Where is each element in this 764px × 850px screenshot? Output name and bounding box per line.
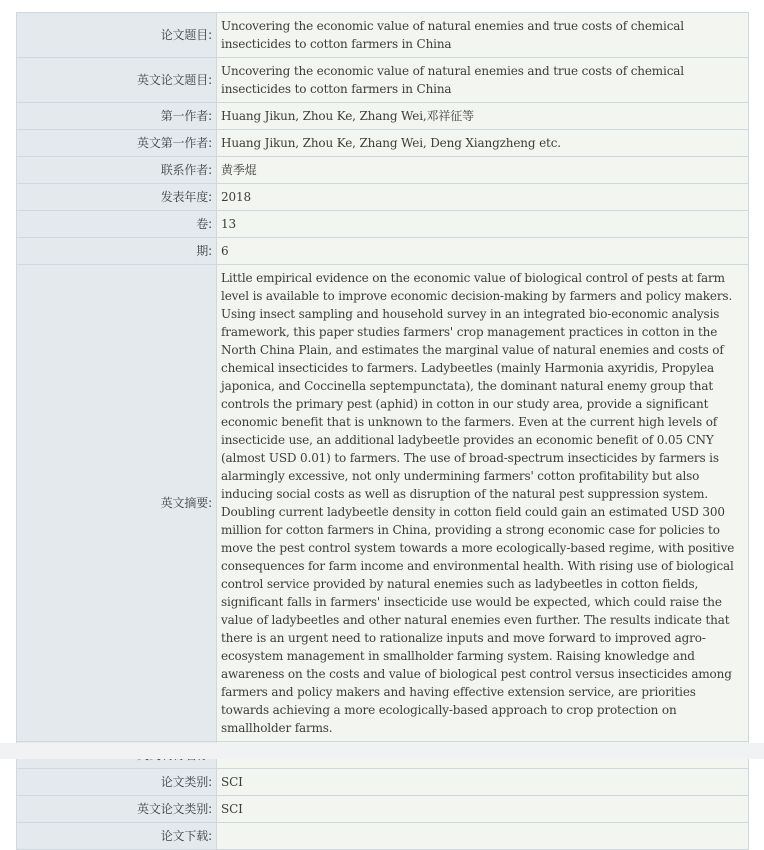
issue-value: 6 <box>217 238 749 265</box>
english-title-value: Uncovering the economic value of natural enemies and true costs of chemical insecticides to cotton farmers in China <box>217 58 749 103</box>
row-english-title <box>17 58 749 103</box>
publication-year-label: 发表年度: <box>17 184 217 211</box>
english-first-author-label: 英文第一作者: <box>17 130 217 157</box>
title-value: Uncovering the economic value of natural enemies and true costs of chemical insecticides to cotton farmers in China <box>217 13 749 58</box>
english-abstract-label: 英文摘要: <box>17 265 217 742</box>
contact-author-value: 黄季焜 <box>217 157 749 184</box>
english-paper-category-label: 英文论文类别: <box>17 796 217 823</box>
row-english-paper-category <box>17 796 749 823</box>
row-english-first-author <box>17 130 749 157</box>
row-english-abstract <box>17 265 749 742</box>
paper-download-link[interactable] <box>217 823 749 850</box>
first-author-label: 第一作者: <box>17 103 217 130</box>
paper-download-label: 论文下载: <box>17 823 217 850</box>
english-title-label: 英文论文题目: <box>17 58 217 103</box>
title-label: 论文题目: <box>17 13 217 58</box>
english-abstract-value: Little empirical evidence on the economic value of biological control of pests at farm level is available to improve economic decision-making by farmers and policy makers. Using insect sampling and household survey in an integrated bio-economic analysis framework, this paper studies farmers' crop management practices in cotton in the North China Plain, and estimates the marginal value of natural enemies and costs of chemical insecticides to farmers. Ladybeetles (mainly Harmonia axyridis, Propylea japonica, and Coccinella septempunctata), the dominant natural enemy group that controls the primary pest (aphid) in cotton in our study area, provide a significant economic benefit that is unknown to the farmers. Even at the current high levels of insecticide use, an additional ladybeetle provides an economic benefit of 0.05 CNY (almost USD 0.01) to farmers. The use of broad-spectrum insecticides by farmers is alarmingly excessive, not only undermining farmers' cotton profitability but also inducing social costs as well as disruption of the natural pest suppression system. Doubling current ladybeetle density in cotton field could gain an estimated USD 300 million for cotton farmers in China, providing a strong economic case for policies to move the pest control system towards a more ecologically-based regime, with positive consequences for farm income and environmental health. With rising use of biological control service provided by natural enemies such as ladybeetles in cotton fields, significant falls in farmers' insecticide use would be expected, which could raise the value of ladybeetles and other natural enemies even further. The results indicate that there is an urgent need to rationalize inputs and move forward to improved agro-ecosystem management in smallholder farming system. Raising knowledge and awareness on the costs and value of biological pest control versus insecticides among farmers and policy makers and having effective extension service, are priorities towards achieving a more ecologically-based approach to crop protection on smallholder farms. <box>217 265 749 742</box>
row-paper-download <box>17 823 749 850</box>
row-first-author <box>17 103 749 130</box>
volume-label: 卷: <box>17 211 217 238</box>
row-publication-year <box>17 184 749 211</box>
paper-category-value: SCI <box>217 769 749 796</box>
issue-label: 期: <box>17 238 217 265</box>
paper-category-label: 论文类别: <box>17 769 217 796</box>
paper-info-table <box>16 12 749 850</box>
english-first-author-value: Huang Jikun, Zhou Ke, Zhang Wei, Deng Xiangzheng etc. <box>217 130 749 157</box>
row-paper-category <box>17 769 749 796</box>
volume-value: 13 <box>217 211 749 238</box>
row-contact-author <box>17 157 749 184</box>
footer-strip <box>0 743 764 759</box>
english-paper-category-value: SCI <box>217 796 749 823</box>
row-title <box>17 13 749 58</box>
row-volume <box>17 211 749 238</box>
contact-author-label: 联系作者: <box>17 157 217 184</box>
publication-year-value: 2018 <box>217 184 749 211</box>
row-issue <box>17 238 749 265</box>
first-author-value: Huang Jikun, Zhou Ke, Zhang Wei,邓祥征等 <box>217 103 749 130</box>
